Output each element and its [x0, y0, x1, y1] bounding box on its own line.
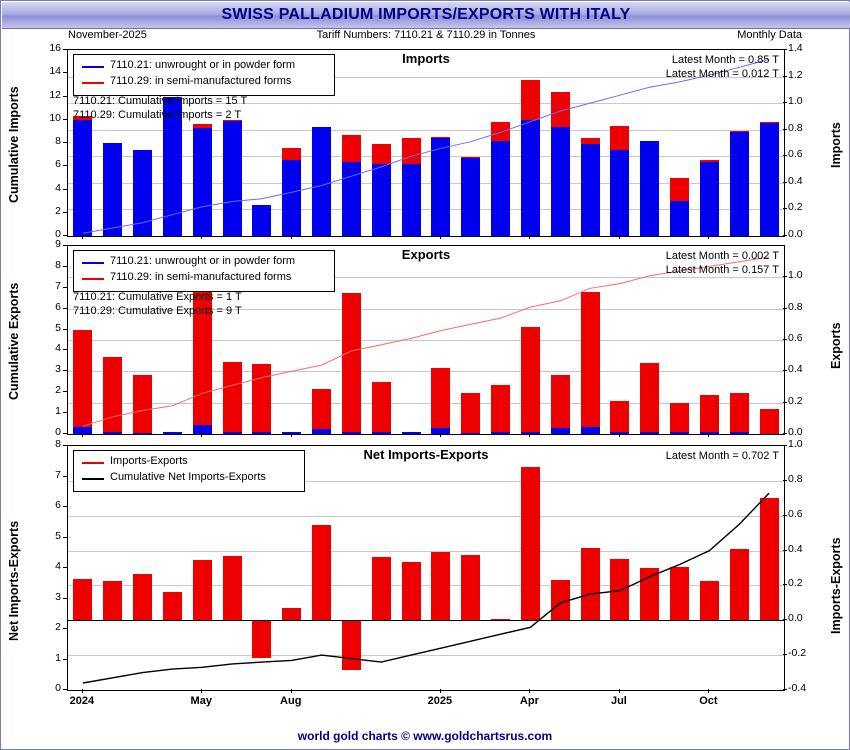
- tick-mark: [783, 129, 787, 130]
- x-tick-label: 2024: [69, 695, 95, 707]
- x-tick-label: Apr: [519, 695, 539, 707]
- tick-mark: [63, 433, 67, 434]
- tick-mark: [63, 506, 67, 507]
- tick-mark: [529, 433, 530, 437]
- tick-mark: [291, 689, 292, 693]
- tick-mark: [63, 308, 67, 309]
- y-tick-right: 1.4: [788, 42, 803, 54]
- sub-header: [2, 29, 850, 44]
- y-tick-right: 0.2: [788, 201, 803, 214]
- tick-mark: [783, 308, 787, 309]
- tick-mark: [63, 119, 67, 120]
- tick-mark: [63, 370, 67, 371]
- legend-swatch: [82, 82, 104, 84]
- legend-label: 7110.29: in semi-manufactured forms: [110, 271, 292, 283]
- tick-mark: [783, 370, 787, 371]
- y-tick-left: 10: [49, 111, 61, 124]
- annotation: Latest Month = 0.002 T: [665, 250, 779, 262]
- y-tick-right: 1.0: [788, 269, 803, 282]
- tick-mark: [783, 339, 787, 340]
- tick-mark: [619, 689, 620, 693]
- y-tick-left: 4: [55, 342, 61, 355]
- tick-mark: [440, 235, 441, 239]
- tick-mark: [291, 433, 292, 437]
- tick-mark: [783, 445, 787, 446]
- annotation: Latest Month = 0.702 T: [665, 450, 779, 462]
- tick-mark: [440, 433, 441, 437]
- tick-mark: [783, 182, 787, 183]
- tick-mark: [82, 689, 83, 693]
- y-tick-right: 0.0: [788, 426, 803, 438]
- net-y-axis-label-right: Imports-Exports: [829, 537, 843, 635]
- tick-mark: [63, 412, 67, 413]
- tick-mark: [291, 235, 292, 239]
- tick-mark: [783, 102, 787, 103]
- y-tick-left: 2: [55, 384, 61, 397]
- legend-swatch: [82, 278, 104, 280]
- tick-mark: [783, 550, 787, 551]
- tick-mark: [783, 689, 787, 690]
- net-panel-title: Net Imports-Exports: [363, 447, 489, 462]
- annotation: Latest Month = 0.157 T: [665, 264, 779, 276]
- legend: [73, 250, 335, 292]
- tick-mark: [63, 598, 67, 599]
- y-tick-left: 7: [55, 279, 61, 292]
- exports-y-axis-label-right: Exports: [829, 322, 843, 370]
- page-title: SWISS PALLADIUM IMPORTS/EXPORTS WITH ITALY: [221, 6, 631, 23]
- tick-mark: [63, 659, 67, 660]
- tick-mark: [783, 76, 787, 77]
- legend-label: 7110.21: unwrought or in powder form: [110, 255, 296, 267]
- imports-y-axis-label: Cumulative Imports: [7, 86, 21, 204]
- y-tick-left: 12: [49, 88, 61, 101]
- legend-label: 7110.21: unwrought or in powder form: [110, 59, 296, 71]
- tick-mark: [708, 235, 709, 239]
- legend-label: Imports-Exports: [110, 455, 188, 467]
- y-tick-left: 1: [55, 651, 61, 664]
- tick-mark: [63, 235, 67, 236]
- x-tick-label: May: [190, 695, 212, 707]
- y-tick-right: -0.2: [788, 647, 807, 660]
- imports-panel-title: Imports: [402, 51, 450, 66]
- tick-mark: [440, 689, 441, 693]
- panel-exports: [1, 238, 850, 441]
- tick-mark: [63, 445, 67, 446]
- tick-mark: [63, 266, 67, 267]
- y-tick-left: 8: [55, 438, 61, 450]
- footer-credit: world gold charts © www.goldchartsrus.com: [297, 729, 553, 743]
- y-tick-left: 9: [55, 238, 61, 250]
- legend-label: Cumulative Net Imports-Exports: [110, 471, 266, 483]
- tick-mark: [82, 235, 83, 239]
- x-tick-label: 2025: [427, 695, 453, 707]
- y-tick-left: 7: [55, 468, 61, 481]
- net-y-axis-label: Net Imports-Exports: [7, 520, 21, 642]
- x-tick-label: Jul: [610, 695, 627, 707]
- tariff-label: Tariff Numbers: 7110.21 & 7110.29 in Tonnes: [316, 29, 536, 41]
- y-tick-right: 0.0: [788, 228, 803, 240]
- tick-mark: [783, 654, 787, 655]
- tick-mark: [63, 476, 67, 477]
- y-tick-right: 0.2: [788, 577, 803, 590]
- y-tick-right: 1.0: [788, 438, 803, 450]
- legend-swatch: [82, 66, 104, 68]
- y-tick-left: 4: [55, 181, 61, 194]
- tick-mark: [63, 329, 67, 330]
- annotation: 7110.21: Cumulative Exports = 1 T: [73, 291, 242, 303]
- tick-mark: [63, 567, 67, 568]
- legend-label: 7110.29: in semi-manufactured forms: [110, 75, 292, 87]
- tick-mark: [63, 49, 67, 50]
- y-tick-right: 0.6: [788, 332, 803, 344]
- legend: [73, 54, 335, 96]
- panel-net: [1, 438, 850, 731]
- y-tick-right: 0.4: [788, 363, 803, 376]
- tick-mark: [82, 433, 83, 437]
- y-tick-right: 1.0: [788, 95, 803, 108]
- tick-mark: [783, 235, 787, 236]
- tick-mark: [529, 689, 530, 693]
- tick-mark: [63, 142, 67, 143]
- tick-mark: [783, 276, 787, 277]
- y-tick-right: 0.8: [788, 300, 803, 313]
- tick-mark: [63, 72, 67, 73]
- y-tick-right: 0.4: [788, 174, 803, 187]
- window-title-bar: [2, 2, 850, 29]
- tick-mark: [63, 349, 67, 350]
- y-tick-left: 4: [55, 560, 61, 572]
- y-tick-left: 5: [55, 529, 61, 542]
- tick-mark: [783, 155, 787, 156]
- exports-panel-title: Exports: [401, 247, 451, 262]
- annotation: 7110.21: Cumulative Imports = 15 T: [73, 95, 248, 107]
- tick-mark: [63, 391, 67, 392]
- y-tick-right: 1.2: [788, 68, 803, 81]
- y-tick-right: 0.4: [788, 542, 803, 555]
- x-tick-label: Aug: [280, 695, 302, 707]
- panel-imports: [1, 42, 850, 241]
- date-label: November-2025: [68, 29, 147, 41]
- y-tick-left: 16: [49, 42, 61, 54]
- y-tick-right: 0.8: [788, 121, 803, 134]
- y-tick-left: 2: [55, 204, 61, 217]
- tick-mark: [63, 537, 67, 538]
- tick-mark: [783, 515, 787, 516]
- tick-mark: [63, 689, 67, 690]
- exports-y-axis-label: Cumulative Exports: [7, 282, 21, 400]
- y-tick-left: 8: [55, 135, 61, 147]
- tick-mark: [783, 433, 787, 434]
- tick-mark: [63, 189, 67, 190]
- y-tick-right: 0.6: [788, 148, 803, 161]
- tick-mark: [201, 235, 202, 239]
- y-tick-left: 2: [55, 621, 61, 633]
- tick-mark: [783, 619, 787, 620]
- y-tick-left: 3: [55, 363, 61, 376]
- tick-mark: [783, 480, 787, 481]
- tick-mark: [63, 245, 67, 246]
- y-tick-left: 6: [55, 499, 61, 511]
- legend-swatch: [82, 478, 104, 480]
- tick-mark: [783, 49, 787, 50]
- legend-swatch: [82, 262, 104, 264]
- tick-mark: [783, 584, 787, 585]
- y-tick-left: 0: [55, 426, 61, 438]
- annotation: 7110.29: Cumulative Imports = 2 T: [73, 109, 242, 121]
- legend: [73, 450, 305, 492]
- y-tick-left: 8: [55, 258, 61, 271]
- tick-mark: [201, 689, 202, 693]
- tick-mark: [708, 689, 709, 693]
- tick-mark: [63, 96, 67, 97]
- annotation: 7110.29: Cumulative Exports = 9 T: [73, 305, 242, 317]
- y-tick-left: 1: [55, 405, 61, 418]
- y-tick-right: 0.0: [788, 612, 803, 625]
- y-tick-left: 0: [55, 682, 61, 694]
- y-tick-left: 6: [55, 158, 61, 171]
- x-tick-label: Oct: [699, 695, 718, 707]
- tick-mark: [63, 165, 67, 166]
- y-tick-left: 5: [55, 321, 61, 334]
- tick-mark: [529, 235, 530, 239]
- tick-mark: [201, 433, 202, 437]
- legend-swatch: [82, 462, 104, 464]
- y-tick-left: 14: [49, 65, 61, 78]
- frequency-label: Monthly Data: [737, 29, 802, 41]
- y-tick-left: 6: [55, 300, 61, 313]
- tick-mark: [63, 212, 67, 213]
- imports-y-axis-label-right: Imports: [829, 122, 843, 168]
- tick-mark: [783, 208, 787, 209]
- tick-mark: [708, 433, 709, 437]
- y-tick-right: 0.2: [788, 394, 803, 407]
- tick-mark: [63, 287, 67, 288]
- tick-mark: [619, 433, 620, 437]
- y-tick-left: 3: [55, 590, 61, 603]
- y-tick-right: 0.6: [788, 507, 803, 520]
- y-tick-right: 0.8: [788, 472, 803, 485]
- y-tick-right: -0.4: [788, 682, 807, 694]
- tick-mark: [783, 402, 787, 403]
- y-tick-left: 0: [55, 228, 61, 240]
- annotation: Latest Month = 0.012 T: [665, 68, 779, 80]
- tick-mark: [63, 628, 67, 629]
- tick-mark: [619, 235, 620, 239]
- annotation: Latest Month = 0.85 T: [671, 54, 779, 66]
